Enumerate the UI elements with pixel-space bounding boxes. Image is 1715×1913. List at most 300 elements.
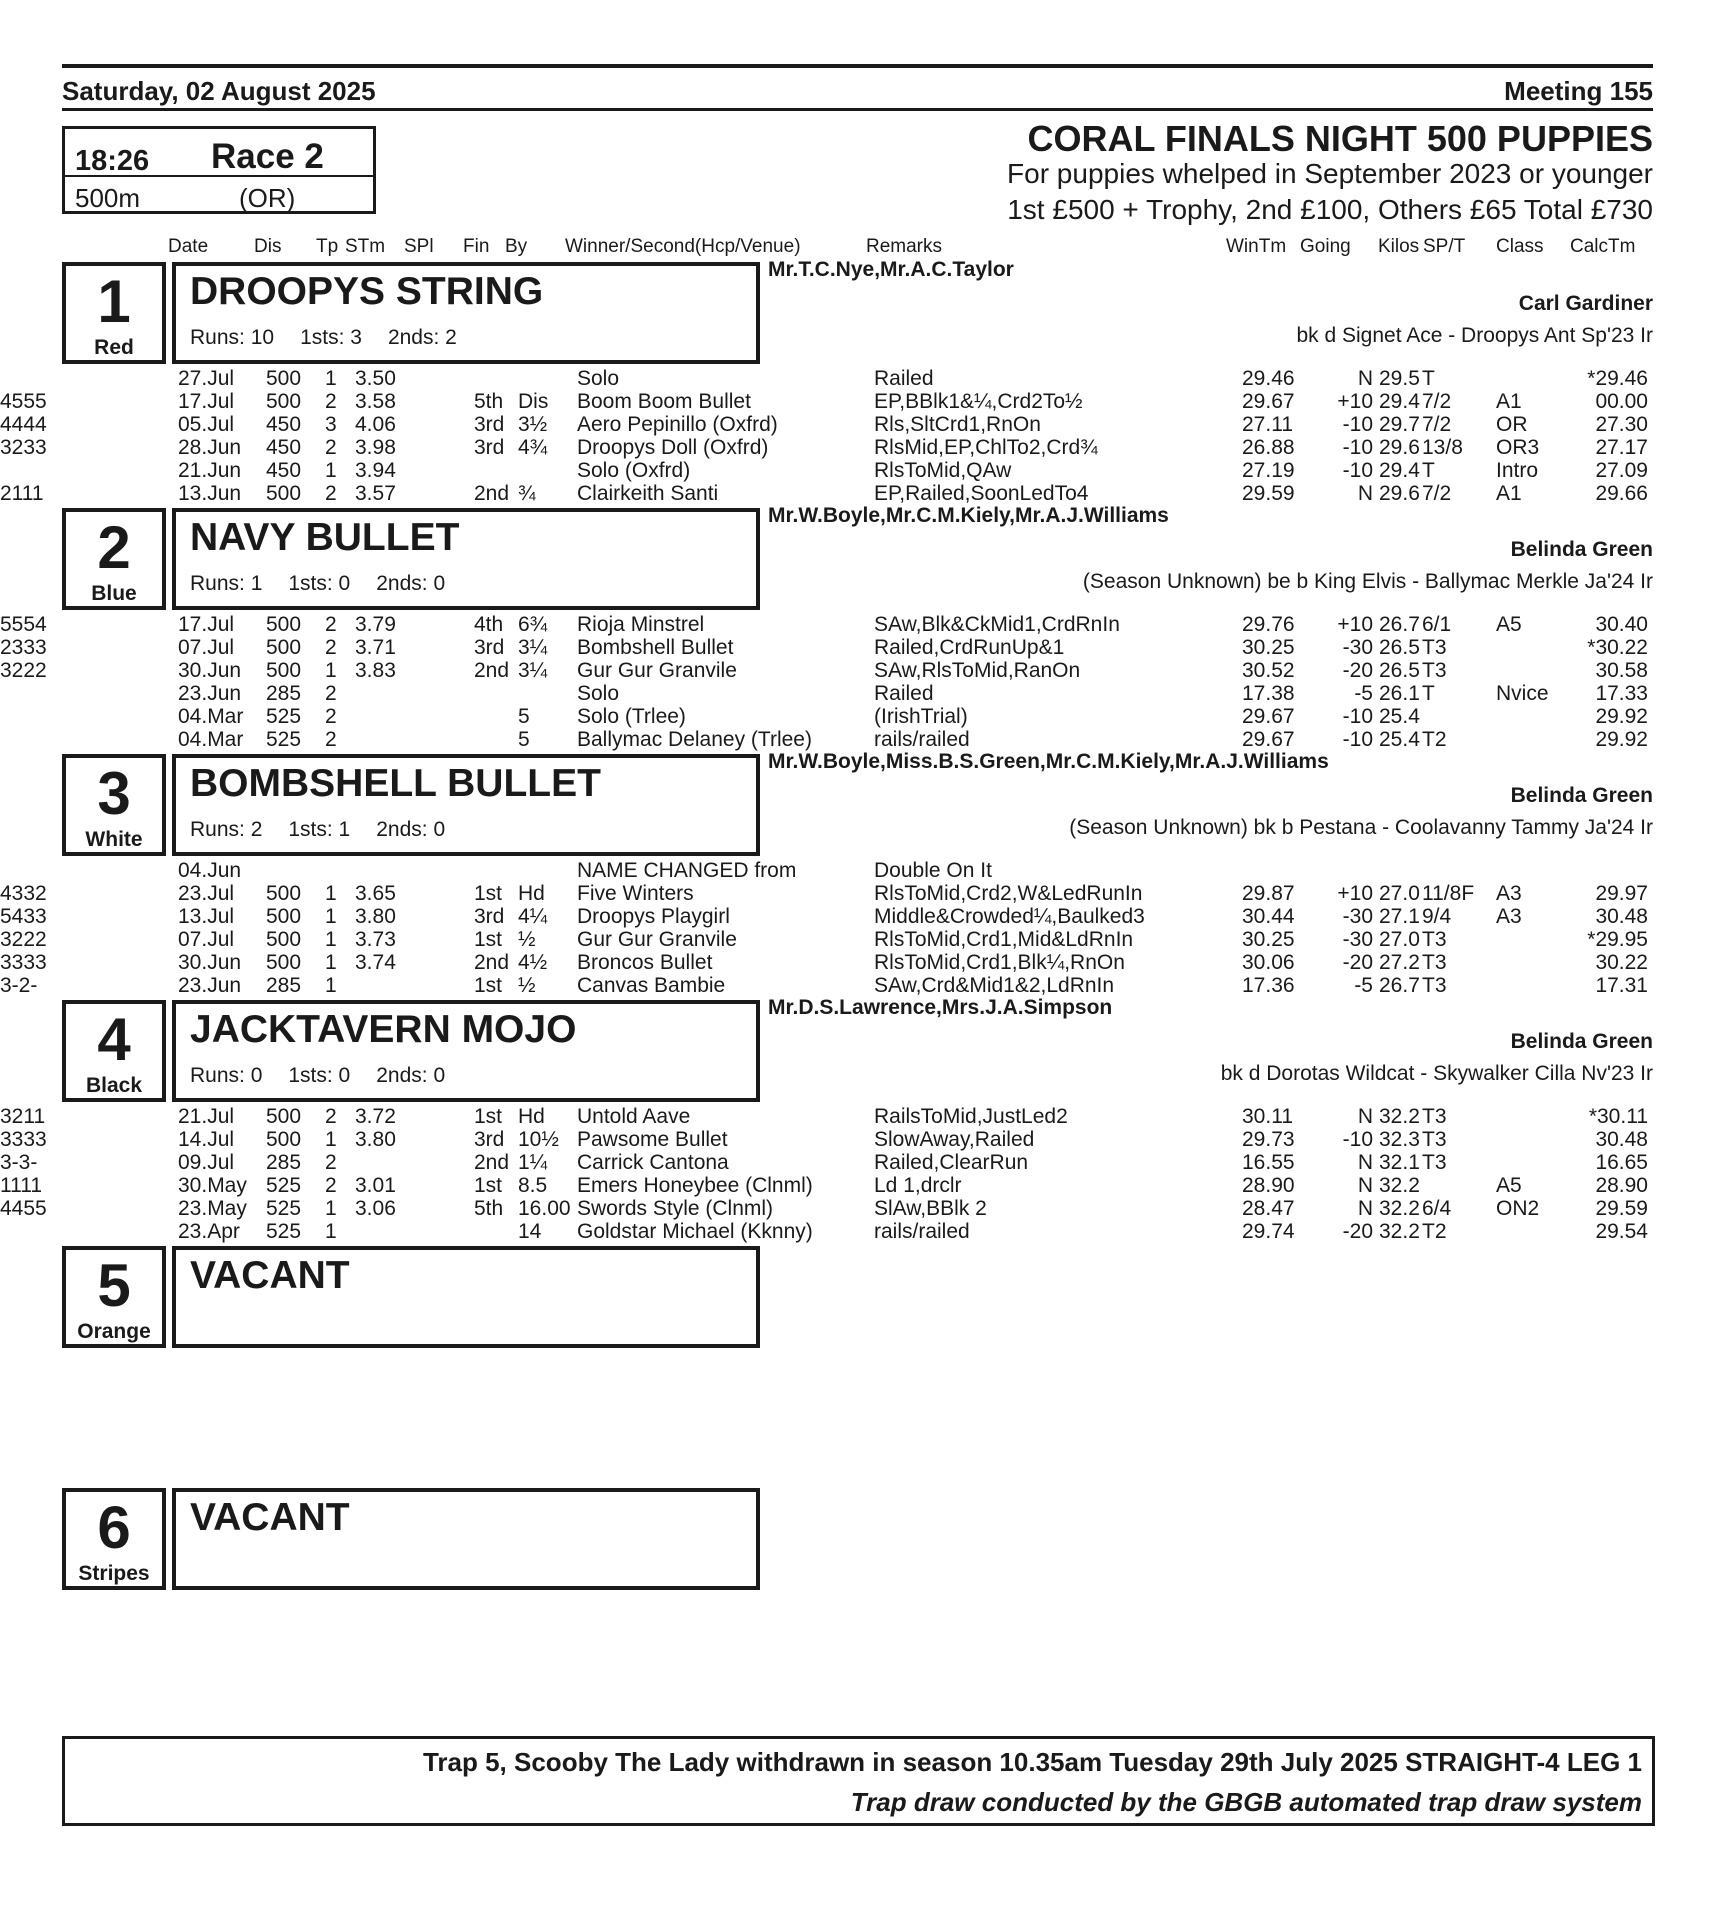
column-header: Remarks [866,236,943,257]
form-distance: 500 [266,636,302,659]
form-calc-time: 28.90 [1595,1174,1648,1197]
form-calc-time: *29.46 [1587,367,1648,390]
form-winner: Carrick Cantona [577,1151,729,1174]
trainer: Belinda Green [1510,784,1653,807]
form-going: -30 [1342,905,1373,928]
race-prizes: 1st £500 + Trophy, 2nd £100, Others £65 Total £730 [1007,194,1653,225]
form-date: 30.May [178,1174,247,1197]
form-split: 3-3- [0,1151,38,1174]
form-sectional: 4.06 [355,413,396,436]
form-winner: Canvas Bambie [577,974,726,997]
form-kilos: 26.7 [1379,613,1420,636]
form-kilos: 27.0 [1379,928,1420,951]
form-calc-time: 17.31 [1595,974,1648,997]
form-winner: Untold Aave [577,1105,691,1128]
form-distance: 285 [266,1151,302,1174]
form-distance: 500 [266,905,302,928]
firsts-count: 1sts: 0 [288,572,351,595]
form-row [0,636,1715,659]
trap-number: 3 [97,760,131,827]
form-going: N [1357,1105,1373,1128]
form-split: 4332 [0,882,47,905]
trap-number: 1 [97,268,131,335]
form-sp: 11/8F [1422,882,1475,905]
form-calc-time: 30.40 [1595,613,1648,636]
owners: Mr.W.Boyle,Mr.C.M.Kiely,Mr.A.J.Williams [768,504,1169,527]
form-kilos: 27.2 [1379,951,1420,974]
form-sectional: 3.72 [355,1105,396,1128]
form-finish: 5th [474,390,504,413]
form-win-time: 28.47 [1242,1197,1295,1220]
runs-count: Runs: 2 [190,818,263,841]
form-row [0,413,1715,436]
form-trap: 2 [325,1174,337,1197]
form-calc-time: 29.97 [1595,882,1648,905]
form-sp: 6/1 [1422,613,1452,636]
form-date: 17.Jul [178,613,235,636]
form-win-time: 17.38 [1242,682,1295,705]
form-sectional: 3.73 [355,928,396,951]
form-win-time: 30.25 [1242,636,1295,659]
form-kilos: 32.2 [1379,1220,1420,1243]
form-winner: Solo [577,367,620,390]
form-trap: 1 [325,367,337,390]
firsts-count: 1sts: 1 [288,818,351,841]
form-win-time: 29.59 [1242,482,1295,505]
form-going: -20 [1342,1220,1373,1243]
race-time: 18:26 [75,145,150,177]
form-date: 17.Jul [178,390,235,413]
form-date: 21.Jun [178,459,242,482]
form-sp: T3 [1422,1151,1447,1174]
form-finish: 1st [474,928,503,951]
form-date: 28.Jun [178,436,242,459]
form-winner: Aero Pepinillo (Oxfrd) [577,413,778,436]
race-distance: 500m [75,183,141,213]
form-class: A5 [1496,613,1522,636]
form-sp: 7/2 [1422,413,1452,436]
form-date: 30.Jun [178,951,242,974]
form-remarks: rails/railed [874,1220,970,1243]
form-trap: 1 [325,905,337,928]
form-kilos: 25.4 [1379,705,1420,728]
form-going: -5 [1354,682,1373,705]
form-win-time: 27.11 [1242,413,1293,436]
form-winner: Clairkeith Santi [577,482,719,505]
trainer: Carl Gardiner [1518,292,1653,315]
form-sectional: 3.80 [355,905,396,928]
column-header: WinTm [1226,236,1287,257]
dog-name: VACANT [190,1496,350,1539]
trap-1-box [62,262,166,364]
form-winner: Solo (Oxfrd) [577,459,691,482]
form-distance: 450 [266,459,302,482]
form-going: -20 [1342,951,1373,974]
form-split: 3222 [0,659,47,682]
form-sp: T3 [1422,928,1447,951]
form-distance: 285 [266,974,302,997]
form-by: 3¼ [518,659,548,682]
column-header: Tp [316,236,339,257]
form-going: N [1357,1151,1373,1174]
form-kilos: 32.3 [1379,1128,1420,1151]
form-row [0,1174,1715,1197]
form-win-time: 29.73 [1242,1128,1295,1151]
form-calc-time: 29.66 [1595,482,1648,505]
form-sp: T [1422,682,1435,705]
form-kilos: 29.4 [1379,459,1420,482]
form-by: ¾ [518,482,536,505]
form-class: ON2 [1496,1197,1540,1220]
form-finish: 3rd [474,905,505,928]
form-row [0,613,1715,636]
form-date: 30.Jun [178,659,242,682]
column-header: Going [1300,236,1351,257]
form-row [0,951,1715,974]
firsts-count: 1sts: 0 [288,1064,351,1087]
form-split: 2111 [0,482,44,505]
form-split: 3222 [0,928,47,951]
form-win-time: 30.44 [1242,905,1295,928]
form-finish: 5th [474,1197,504,1220]
form-kilos: 29.4 [1379,390,1420,413]
dog-name: DROOPYS STRING [190,270,544,313]
form-finish: 2nd [474,1151,510,1174]
form-sectional: 3.06 [355,1197,396,1220]
form-by: 10½ [518,1128,559,1151]
form-finish: 3rd [474,636,505,659]
trainer: Belinda Green [1510,538,1653,561]
dog-stats [190,572,471,596]
form-calc-time: *30.22 [1587,636,1648,659]
form-distance: 450 [266,413,302,436]
runs-count: Runs: 10 [190,326,275,349]
form-trap: 2 [325,705,337,728]
trap-3-box [62,754,166,856]
form-calc-time: 27.17 [1595,436,1648,459]
form-winner: NAME CHANGED from [577,859,797,882]
trap-6-box [62,1488,166,1590]
form-finish: 2nd [474,482,510,505]
form-finish: 1st [474,1105,503,1128]
form-split: 3233 [0,436,47,459]
form-win-time: 30.11 [1242,1105,1293,1128]
trap-colour: White [85,828,143,851]
form-winner: Emers Honeybee (Clnml) [577,1174,813,1197]
form-sectional: 3.79 [355,613,396,636]
form-calc-time: 27.30 [1595,413,1648,436]
form-distance: 500 [266,659,302,682]
form-trap: 1 [325,1128,337,1151]
form-split: 3333 [0,951,47,974]
form-calc-time: *29.95 [1587,928,1648,951]
form-kilos: 32.2 [1379,1197,1420,1220]
form-remarks: Railed [874,367,934,390]
form-win-time: 29.67 [1242,390,1295,413]
column-header: Kilos [1378,236,1420,257]
trap-colour: Red [94,336,134,359]
form-going: -10 [1342,436,1373,459]
form-class: A3 [1496,905,1522,928]
form-sectional: 3.57 [355,482,396,505]
form-win-time: 29.76 [1242,613,1295,636]
form-row [0,928,1715,951]
form-remarks: SAw,Blk&CkMid1,CrdRnIn [874,613,1120,636]
form-kilos: 26.1 [1379,682,1420,705]
form-calc-time: 00.00 [1595,390,1648,413]
form-by: ½ [518,974,536,997]
form-class: Intro [1496,459,1539,482]
form-remarks: Railed,ClearRun [874,1151,1029,1174]
form-remarks: Double On It [874,859,992,882]
column-header: Dis [254,236,282,257]
form-kilos: 26.5 [1379,659,1420,682]
form-row [0,1220,1715,1243]
form-winner: Pawsome Bullet [577,1128,728,1151]
column-header: By [505,236,528,257]
form-going: -10 [1342,413,1373,436]
column-header: CalcTm [1570,236,1636,257]
trap-number: 5 [97,1252,131,1319]
form-remarks: RlsToMid,Crd2,W&LedRunIn [874,882,1143,905]
runs-count: Runs: 1 [190,572,263,595]
form-sectional: 3.80 [355,1128,396,1151]
form-distance: 500 [266,1128,302,1151]
form-winner: Boom Boom Bullet [577,390,751,413]
column-header: Date [168,236,209,257]
form-distance: 500 [266,1105,302,1128]
form-by: 3¼ [518,636,548,659]
form-trap: 1 [325,659,337,682]
form-sp: T3 [1422,636,1447,659]
form-remarks: EP,Railed,SoonLedTo4 [874,482,1089,505]
column-header: Class [1496,236,1544,257]
form-trap: 2 [325,482,337,505]
form-remarks: Middle&Crowded¼,Baulked3 [874,905,1145,928]
form-win-time: 16.55 [1242,1151,1295,1174]
column-header: STm [345,236,386,257]
form-remarks: RlsToMid,QAw [874,459,1012,482]
form-finish: 1st [474,1174,503,1197]
form-trap: 1 [325,974,337,997]
owners: Mr.D.S.Lawrence,Mrs.J.A.Simpson [768,996,1113,1019]
trap-colour: Orange [77,1320,151,1343]
form-distance: 285 [266,682,302,705]
form-winner: Ballymac Delaney (Trlee) [577,728,812,751]
form-sectional: 3.94 [355,459,396,482]
form-win-time: 30.06 [1242,951,1295,974]
form-by: 4¾ [518,436,548,459]
form-sp: T3 [1422,974,1447,997]
form-going: -10 [1342,705,1373,728]
footer-notes [62,1736,1655,1826]
form-win-time: 29.46 [1242,367,1295,390]
race-number: Race 2 [211,137,324,176]
form-row [0,905,1715,928]
form-sectional: 3.98 [355,436,396,459]
trap-number: 4 [97,1006,131,1073]
race-conditions: For puppies whelped in September 2023 or younger [1007,158,1653,189]
form-calc-time: 30.48 [1595,905,1648,928]
trap-number: 2 [97,514,131,581]
seconds-count: 2nds: 0 [376,572,446,595]
form-winner: Five Winters [577,882,694,905]
form-by: 5 [518,705,530,728]
form-trap: 2 [325,682,337,705]
seconds-count: 2nds: 2 [387,326,457,349]
form-going: +10 [1337,882,1373,905]
form-trap: 2 [325,436,337,459]
form-win-time: 29.74 [1242,1220,1295,1243]
form-win-time: 27.19 [1242,459,1295,482]
form-remarks: SAw,RlsToMid,RanOn [874,659,1081,682]
form-calc-time: 30.58 [1595,659,1648,682]
withdrawal-note: Trap 5, Scooby The Lady withdrawn in season 10.35am Tuesday 29th July 2025 STRAIGHT-4 LEG 1 [422,1747,1642,1777]
form-class: Nvice [1496,682,1549,705]
form-class: A5 [1496,1174,1522,1197]
form-date: 09.Jul [178,1151,235,1174]
column-header: Winner/Second(Hcp/Venue) [565,236,801,257]
form-sectional: 3.01 [355,1174,396,1197]
form-going: N [1357,1197,1373,1220]
form-remarks: (IrishTrial) [874,705,968,728]
form-remarks: Rls,SltCrd1,RnOn [874,413,1041,436]
form-distance: 525 [266,728,302,751]
form-trap: 1 [325,951,337,974]
form-row [0,882,1715,905]
form-by: 6¾ [518,613,548,636]
trap-draw-note: Trap draw conducted by the GBGB automated trap draw system [850,1787,1642,1817]
form-finish: 2nd [474,951,510,974]
form-trap: 2 [325,636,337,659]
form-trap: 2 [325,728,337,751]
form-going: -20 [1342,659,1373,682]
form-trap: 1 [325,928,337,951]
form-date: 23.Jun [178,682,242,705]
form-finish: 2nd [474,659,510,682]
form-sp: 7/2 [1422,390,1452,413]
trap-number: 6 [97,1494,131,1561]
form-calc-time: *30.11 [1588,1105,1648,1128]
form-split: 3-2- [0,974,38,997]
form-by: 4¼ [518,905,548,928]
form-row [0,974,1715,997]
form-distance: 500 [266,928,302,951]
form-winner: Droopys Playgirl [577,905,730,928]
form-sp: T3 [1422,951,1447,974]
race-grade: (OR) [239,183,296,213]
form-kilos: 29.7 [1379,413,1420,436]
form-class: A3 [1496,882,1522,905]
dog-stats [190,1064,471,1088]
trap-2-box [62,508,166,610]
form-by: 4½ [518,951,548,974]
meeting-number: Meeting 155 [1504,76,1653,106]
form-split: 5433 [0,905,47,928]
form-distance: 500 [266,367,302,390]
form-class: A1 [1496,390,1522,413]
form-date: 13.Jun [178,482,242,505]
dog-box [172,754,760,856]
form-trap: 2 [325,1105,337,1128]
top-rule [62,64,1653,68]
form-sp: T3 [1422,1128,1447,1151]
form-split: 3333 [0,1128,47,1151]
form-kilos: 26.5 [1379,636,1420,659]
form-date: 21.Jul [178,1105,235,1128]
form-sectional: 3.50 [355,367,396,390]
form-trap: 2 [325,613,337,636]
form-going: -10 [1342,459,1373,482]
form-going: -30 [1342,636,1373,659]
form-date: 05.Jul [178,413,235,436]
form-row [0,659,1715,682]
form-winner: Broncos Bullet [577,951,713,974]
form-winner: Goldstar Michael (Kknny) [577,1220,813,1243]
form-win-time: 26.88 [1242,436,1295,459]
form-sp: T2 [1422,1220,1447,1243]
form-trap: 1 [325,459,337,482]
form-win-time: 29.67 [1242,705,1295,728]
dog-name: VACANT [190,1254,350,1297]
form-calc-time: 16.65 [1595,1151,1648,1174]
form-calc-time: 30.22 [1595,951,1648,974]
form-row [0,1197,1715,1220]
owners: Mr.T.C.Nye,Mr.A.C.Taylor [768,258,1014,281]
form-split: 4555 [0,390,47,413]
form-remarks: SlowAway,Railed [874,1128,1035,1151]
form-trap: 1 [325,1197,337,1220]
form-sp: T [1422,367,1435,390]
form-remarks: EP,BBlk1&¼,Crd2To½ [874,390,1083,413]
form-finish: 3rd [474,413,505,436]
form-trap: 2 [325,1151,337,1174]
form-distance: 525 [266,705,302,728]
form-trap: 3 [325,413,337,436]
form-sp: T3 [1422,1105,1447,1128]
form-sectional: 3.58 [355,390,396,413]
form-date: 27.Jul [178,367,235,390]
column-header: Fin [463,236,490,257]
form-winner: Rioja Minstrel [577,613,705,636]
form-remarks: RlsToMid,Crd1,Mid&LdRnIn [874,928,1134,951]
form-by: ½ [518,928,536,951]
form-remarks: rails/railed [874,728,970,751]
form-row [0,436,1715,459]
dog-box [172,1000,760,1102]
dog-stats [190,326,483,350]
form-by: Dis [518,390,549,413]
form-win-time: 28.90 [1242,1174,1295,1197]
form-date: 04.Jun [178,859,242,882]
form-by: Hd [518,882,545,905]
form-row [0,1128,1715,1151]
form-row [0,482,1715,505]
race-title: CORAL FINALS NIGHT 500 PUPPIES [1027,118,1653,159]
seconds-count: 2nds: 0 [376,818,446,841]
form-going: +10 [1337,390,1373,413]
owners: Mr.W.Boyle,Miss.B.S.Green,Mr.C.M.Kiely,Mr.A.J.Williams [768,750,1329,773]
form-going: -30 [1342,928,1373,951]
form-row [0,728,1715,751]
form-by: 8.5 [518,1174,548,1197]
form-kilos: 32.2 [1379,1174,1420,1197]
form-date: 14.Jul [178,1128,235,1151]
firsts-count: 1sts: 3 [300,326,362,349]
form-winner: Solo (Trlee) [577,705,686,728]
form-win-time: 29.87 [1242,882,1295,905]
form-going: -10 [1342,1128,1373,1151]
